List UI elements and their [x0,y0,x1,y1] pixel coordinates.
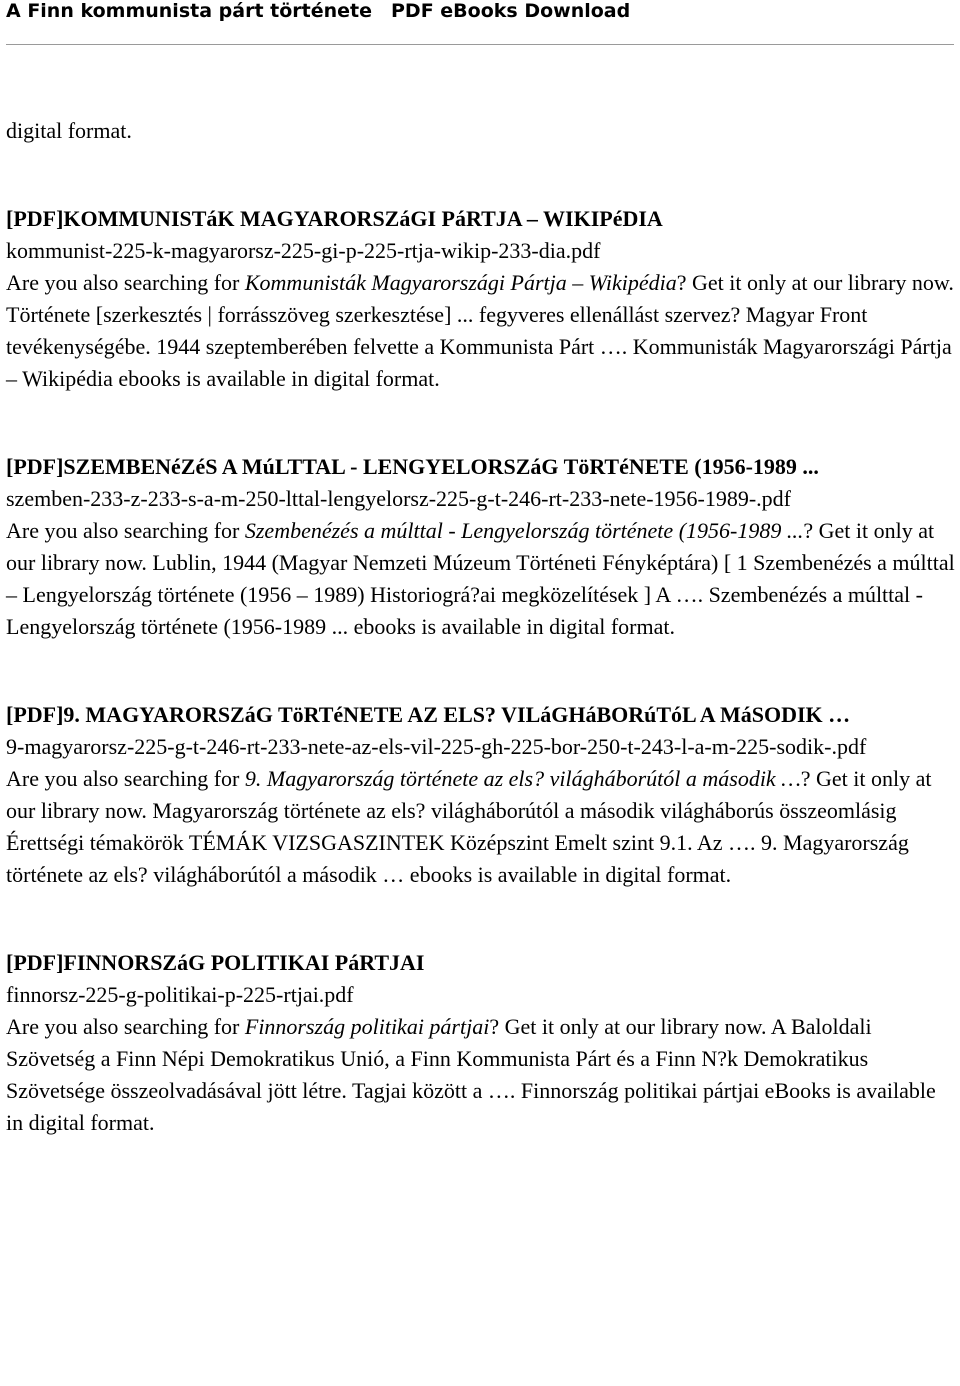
result-filename: 9-magyarorsz-225-g-t-246-rt-233-nete-az-els-vil-225-gh-225-bor-250-t-243-l-a-m-225-sodik-.pdf [6,734,867,759]
result-title: [PDF]SZEMBENéZéS A MúLTTAL - LENGYELORSZáG TöRTéNETE (1956-1989 ... [6,454,819,479]
search-term: Kommunisták Magyarországi Pártja – Wikipédia [244,270,677,295]
result-description [6,515,956,643]
result-entry [6,203,956,395]
description-text: ? Get it only at our library now. Lublin, 1944 (Magyar Nemzeti Múzeum Történeti Fényképtára) [ 1 Szembenézés a múlttal – Lengyelország története (1956 – 1989) Historiográ?ai megközelítések ] A …. Szembenézés a múlttal - Lengyelország története (1956-1989 ... ebooks is available in digital format. [6,518,955,639]
result-title: [PDF]KOMMUNISTáK MAGYARORSZáGI PáRTJA – WIKIPéDIA [6,206,663,231]
result-filename: szemben-233-z-233-s-a-m-250-lttal-lengyelorsz-225-g-t-246-rt-233-nete-1956-1989-.pdf [6,486,792,511]
result-entry [6,451,956,643]
description-prefix: Are you also searching for [6,270,245,295]
intro-text: digital format. [6,118,132,143]
result-description [6,763,956,891]
search-term: Szembenézés a múlttal - Lengyelország története (1956-1989 ... [244,518,804,543]
description-prefix: Are you also searching for [6,766,245,791]
search-term: 9. Magyarország története az els? világháborútól a második … [244,766,801,791]
description-prefix: Are you also searching for [6,1014,245,1039]
result-filename: kommunist-225-k-magyarorsz-225-gi-p-225-rtja-wikip-233-dia.pdf [6,238,601,263]
header-book-title: A Finn kommunista párt története [6,0,372,22]
description-text: ? Get it only at our library now. Története [szerkesztés | forrásszöveg szerkesztése] ... fegyveres ellenállást szervez? Magyar Front tevékenységébe. 1944 szeptemberében felvette a Kommunista Párt …. Kommunisták Magyarországi Pártja – Wikipédia ebooks is available in digital format. [6,270,954,391]
header-site-name: PDF eBooks Download [391,0,631,22]
search-term: Finnország politikai pártjai [244,1014,490,1039]
result-entry [6,947,956,1139]
description-text: ? Get it only at our library now. A Baloldali Szövetség a Finn Népi Demokratikus Unió, a Finn Kommunista Párt és a Finn N?k Demokratikus Szövetsége összeolvadásával jött létre. Tagjai között a …. Finnország politikai pártjai eBooks is available in digital format. [6,1014,936,1135]
result-description [6,1011,956,1139]
result-title: [PDF]FINNORSZáG POLITIKAI PáRTJAI [6,950,425,975]
result-filename: finnorsz-225-g-politikai-p-225-rtjai.pdf [6,982,354,1007]
description-prefix: Are you also searching for [6,518,245,543]
header-divider [6,44,954,45]
result-title: [PDF]9. MAGYARORSZáG TöRTéNETE AZ ELS? VILáGHáBORúTóL A MáSODIK … [6,702,851,727]
result-entry [6,699,956,891]
document-body [6,115,956,1139]
description-text: ? Get it only at our library now. Magyarország története az els? világháborútól a második világháborús összeomlásig Érettségi témakörök TÉMÁK VIZSGASZINTEK Középszint Emelt szint 9.1. Az …. 9. Magyarország története az els? világháborútól a második … ebooks is available in digital format. [6,766,932,887]
page-header [0,0,960,44]
result-description [6,267,956,395]
